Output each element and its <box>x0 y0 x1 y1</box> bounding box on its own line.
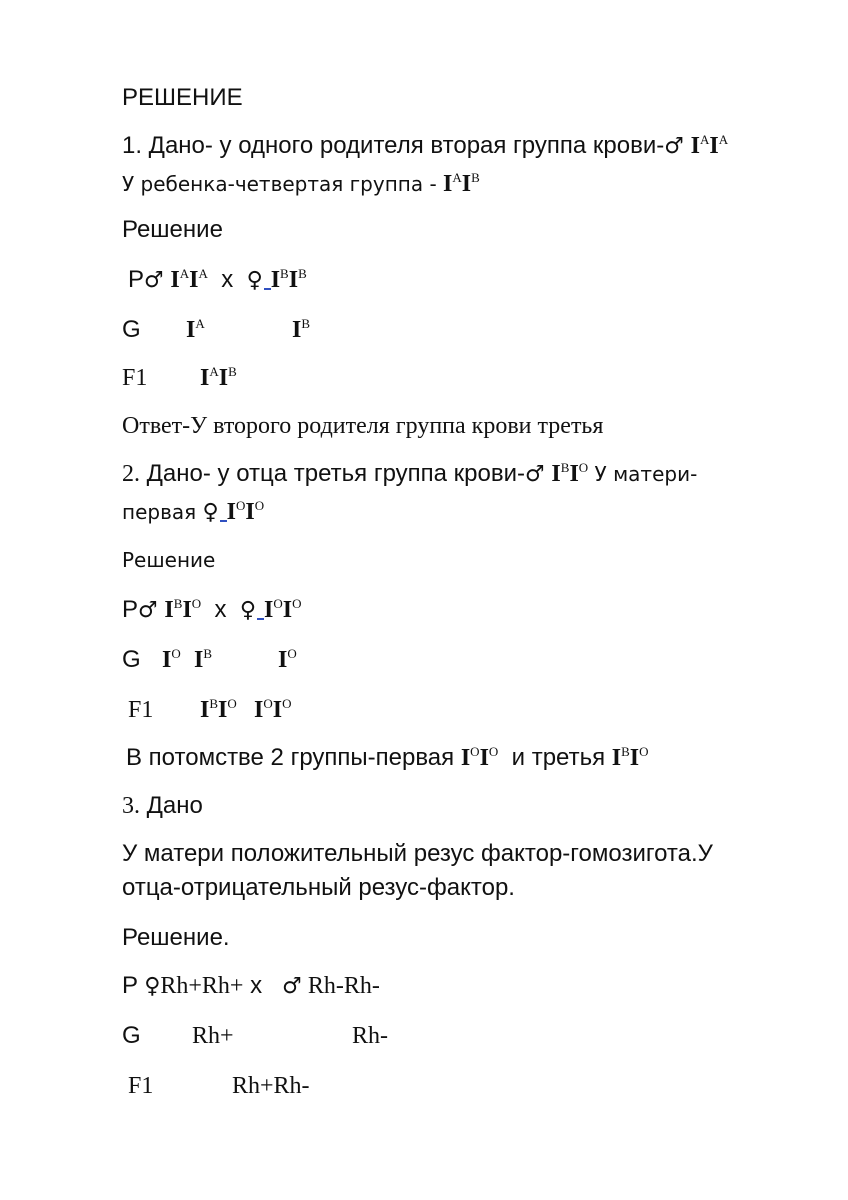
task3-given-label: Дано <box>140 792 203 819</box>
cross-sign: x <box>214 596 227 623</box>
task2-conclusion <box>126 743 649 771</box>
task1-given-line <box>122 131 729 159</box>
task1-offspring: $I^AI^B$ <box>200 363 237 391</box>
male-symbol-icon: ♂ <box>144 268 164 293</box>
g-label: G <box>122 1022 141 1049</box>
task2-offspring-2: $I^OI^O$ <box>254 695 292 723</box>
p-label: P <box>122 596 139 623</box>
cross-sign: x <box>221 266 234 293</box>
p-label: P <box>122 972 145 999</box>
task1-f1-line <box>122 363 522 396</box>
task3-condition-1: У матери положительный резус фактор-гомозигота.У <box>122 840 713 867</box>
task3-solution-heading: Решение. <box>122 924 230 951</box>
task3-father-genotype: Rh-Rh- <box>301 973 380 999</box>
task1-gamete-1: $I^A$ <box>186 315 205 343</box>
f1-label: F1 <box>122 365 148 391</box>
task3-condition-2: отца-отрицательный резус-фактор. <box>122 874 515 901</box>
task1-child-text: У ребенка-четвертая группа - <box>122 172 444 196</box>
task1-answer: Ответ-У второго родителя группа крови третья <box>122 413 604 439</box>
task1-gamete-2: $I^B$ <box>292 315 311 343</box>
male-symbol-icon: ♂ <box>664 134 684 159</box>
task1-child-genotype: $I^AI^B$ <box>443 169 480 197</box>
task3-p-line <box>122 974 380 998</box>
task2-gamete-2: $I^B$ <box>194 645 213 673</box>
task2-f1-line <box>128 695 528 728</box>
task1-mother-genotype: $I^BI^B$ <box>270 265 307 293</box>
task2-conclusion-genotype-1: $I^OI^O$ <box>460 743 499 771</box>
task1-given-text: 1. Дано- у одного родителя вторая группа крови- <box>122 132 665 159</box>
female-symbol-icon: ♀ <box>202 500 219 525</box>
g-label: G <box>122 646 141 673</box>
female-symbol-icon: ♀ <box>144 974 161 999</box>
task2-gamete-3: $I^O$ <box>278 645 297 673</box>
task3-offspring: Rh+Rh- <box>232 1073 310 1099</box>
task3-g-line <box>122 1024 522 1054</box>
task2-g-line <box>122 645 522 678</box>
task2-gamete-1: $I^O$ <box>162 645 181 673</box>
task2-p-line <box>122 595 302 623</box>
male-symbol-icon: ♂ <box>282 974 302 999</box>
task1-p-line <box>128 265 307 293</box>
task2-mother-genotype: $I^OI^O$ <box>226 497 265 525</box>
task2-given-text: Дано- у отца третья группа крови- <box>140 460 526 487</box>
task3-mother-genotype: Rh+Rh+ <box>160 973 244 999</box>
task2-mother-line <box>122 497 265 525</box>
task3-number: 3. <box>122 793 140 819</box>
f1-label: F1 <box>128 697 154 723</box>
task2-offspring-1: $I^BI^O$ <box>200 695 237 723</box>
female-symbol-icon: ♀ <box>239 598 256 623</box>
g-label: G <box>122 316 141 343</box>
task2-mother-text-2: первая <box>122 500 203 524</box>
female-symbol-icon: ♀ <box>246 268 263 293</box>
task2-mother-genotype-cross: $I^OI^O$ <box>263 595 302 623</box>
male-symbol-icon: ♂ <box>138 598 158 623</box>
task3-gamete-1: Rh+ <box>192 1023 234 1049</box>
task2-father-genotype: $I^BI^O$ <box>551 459 589 487</box>
cross-sign: x <box>243 972 269 999</box>
task3-given-line <box>122 794 203 818</box>
task1-solution-heading: Решение <box>122 216 223 243</box>
p-label: P <box>128 266 145 293</box>
task1-father-genotype: $I^AI^A$ <box>170 265 208 293</box>
task1-child-line <box>122 169 480 197</box>
task3-f1-line <box>128 1074 528 1104</box>
page-title: РЕШЕНИЕ <box>122 84 243 111</box>
male-symbol-icon: ♂ <box>525 462 545 487</box>
task2-father-genotype-cross: $I^BI^O$ <box>164 595 202 623</box>
task2-solution-heading: Решение <box>122 548 216 572</box>
f1-label: F1 <box>128 1073 154 1099</box>
task1-parent-genotype: $I^AI^A$ <box>690 131 729 159</box>
task2-given-line <box>122 459 698 487</box>
task2-conclusion-genotype-2: $I^BI^O$ <box>611 743 649 771</box>
task3-gamete-2: Rh- <box>352 1023 388 1049</box>
task2-mother-text-1: У матери- <box>588 462 698 486</box>
task2-conclusion-text-1: В потомстве 2 группы-первая <box>126 744 461 771</box>
task2-conclusion-text-2: и третья <box>498 744 612 771</box>
task2-number: 2. <box>122 461 140 487</box>
task1-g-line <box>122 315 522 348</box>
